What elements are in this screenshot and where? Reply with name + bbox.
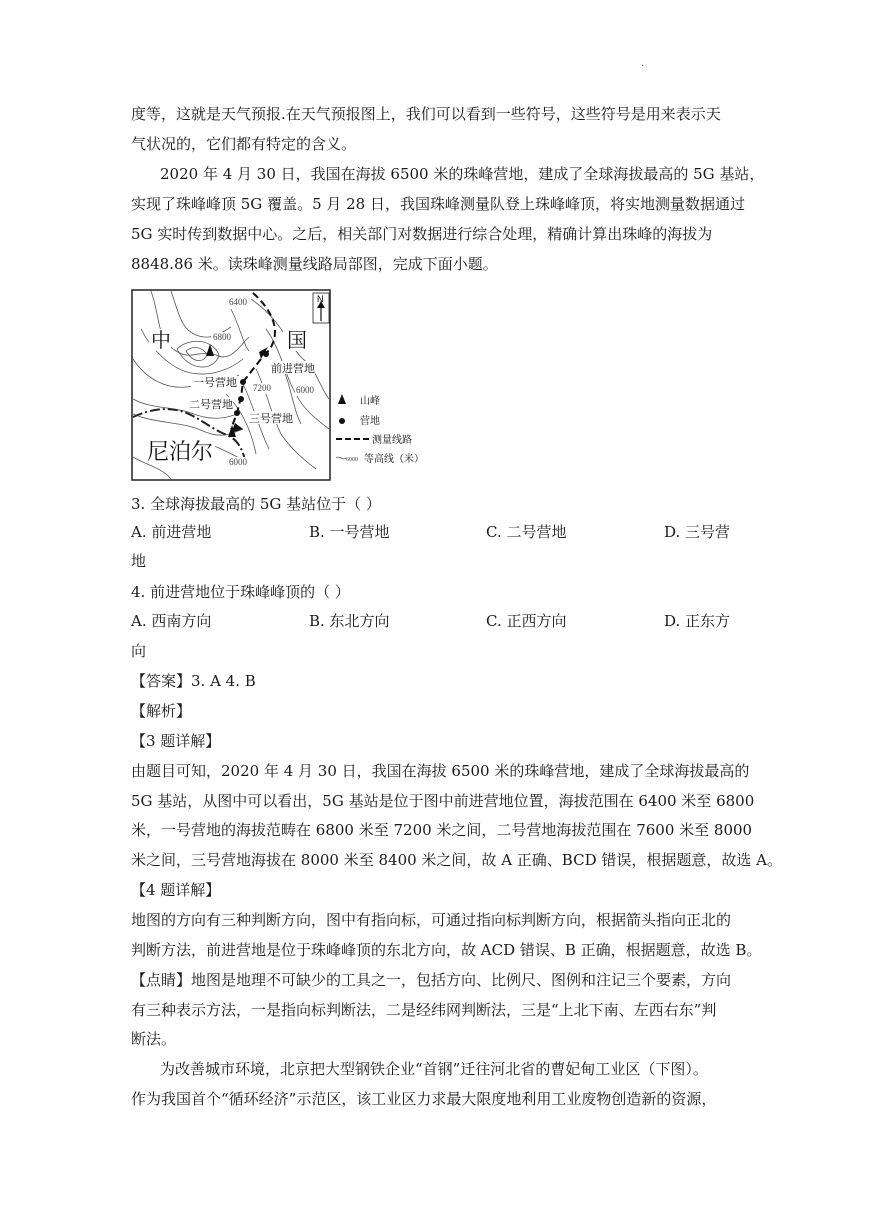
next-passage-line-2: 作为我国首个“循环经济”示范区，该工业区力求最大限度地利用工业废物创造新的资源， [131,1090,717,1108]
passage-line-4: 8848.86 米。读珠峰测量线路局部图，完成下面小题。 [131,255,498,273]
q4-detail-title: 【4 题详解】 [131,881,221,899]
camp-marker-2 [238,396,244,402]
legend-camp-label: 营地 [360,416,380,427]
q3-detail-title: 【3 题详解】 [131,732,221,750]
passage-line-3: 5G 实时传到数据中心。之后，相关部门对数据进行综合处理，精确计算出珠峰的海拔为 [131,225,713,243]
north-arrow [313,293,329,323]
intro-line-1: 度等，这就是天气预报.在天气预报图上，我们可以看到一些符号，这些符号是用来表示天 [131,105,721,123]
q3-detail-line-1: 由题目可知，2020 年 4 月 30 日，我国在海拔 6500 米的珠峰营地，建成了全球海拔最高的 [131,762,750,780]
passage-line-2: 实现了珠峰峰顶 5G 覆盖。5 月 28 日，我国珠峰测量队登上珠峰峰顶，将实地测量数据通过 [131,195,746,213]
camp-marker-forward [263,351,269,357]
contour-label-6000-b: 6000 [229,457,247,467]
header-mark: . [641,58,645,69]
passage-line-1: 2020 年 4 月 30 日，我国在海拔 6500 米的珠峰营地，建成了全球海拔最高的 5G 基站， [160,165,765,183]
legend-contour-label: 等高线（米） [364,454,424,465]
map-legend [336,392,446,472]
q3-option-d-wrap: 地 [131,552,147,570]
camp-marker-3 [234,410,240,416]
q4-option-c: C. 正西方向 [486,612,567,630]
contour-label-7200: 7200 [253,383,271,393]
camp-label-forward: 前进营地 [271,363,315,375]
intro-line-2: 气状况的，它们都有特定的含义。 [131,135,357,153]
q3-option-a: A. 前进营地 [131,523,212,541]
tip-line-2: 有三种表示方法，一是指向标判断法，二是经纬网判断法，三是“上北下南、左西右东”判 [131,1001,717,1019]
q4-detail-line-1: 地图的方向有三种判断方向，图中有指向标，可通过指向标判断方向，根据箭头指向正北的 [131,911,732,929]
camp-label-3: 三号营地 [249,413,293,425]
q4-option-b: B. 东北方向 [309,612,390,630]
q3-stem: 3. 全球海拔最高的 5G 基站位于（ ） [131,495,381,513]
legend-peak-label: 山峰 [360,396,380,407]
answer-line: 【答案】3. A 4. B [131,672,256,690]
camp-marker-1 [240,379,246,385]
q3-detail-line-3: 米，一号营地的海拔范畴在 6800 米至 7200 米之间，二号营地海拔范围在 7600 米至 8000 [131,821,753,839]
q4-stem: 4. 前进营地位于珠峰峰顶的（ ） [131,583,350,601]
next-passage-line-1: 为改善城市环境，北京把大型钢铁企业“首钢”迁往河北省的曹妃甸工业区（下图）。 [160,1060,708,1078]
north-label: N [317,294,324,304]
q3-detail-line-2: 5G 基站，从图中可以看出，5G 基站是位于图中前进营地位置，海拔范围在 6400 米至 6800 [131,792,755,810]
q3-option-b: B. 一号营地 [309,523,390,541]
q4-option-d-wrap: 向 [131,642,147,660]
contour-label-6000: 6000 [296,385,314,395]
legend-route-label: 测量线路 [372,435,412,446]
tip-line-1: 【点睛】地图是地理不可缺少的工具之一，包括方向、比例尺、图例和注记三个要素，方向 [131,971,732,989]
q4-option-a: A. 西南方向 [131,612,212,630]
contour-label-6400: 6400 [229,297,247,307]
legend-camp-icon [339,418,345,424]
q3-option-d: D. 三号营 [664,523,731,541]
tip-line-3: 断法。 [131,1030,177,1048]
analysis-title: 【解析】 [131,702,192,720]
legend-contour-sample: 6000 [346,457,358,463]
q4-detail-line-2: 判断方法，前进营地是位于珠峰峰顶的东北方向，故 ACD 错误、B 正确，根据题意，故选 B。 [131,941,762,959]
country-china-2: 国 [287,330,307,352]
q4-option-d: D. 正东方 [664,612,731,630]
q3-option-c: C. 二号营地 [486,523,567,541]
everest-route-map [131,289,331,481]
country-nepal: 尼泊尔 [147,439,214,464]
contour-label-6800: 6800 [213,332,231,342]
camp-label-2: 二号营地 [189,399,233,411]
legend-peak-icon [338,394,346,404]
camp-label-1: 一号营地 [193,377,237,389]
country-china-1: 中 [151,330,171,352]
q3-detail-line-4: 米之间，三号营地海拔在 8000 米至 8400 米之间，故 A 正确、BCD 错误，根据题意，故选 A。 [131,851,782,869]
legend-contour-icon [336,457,346,459]
